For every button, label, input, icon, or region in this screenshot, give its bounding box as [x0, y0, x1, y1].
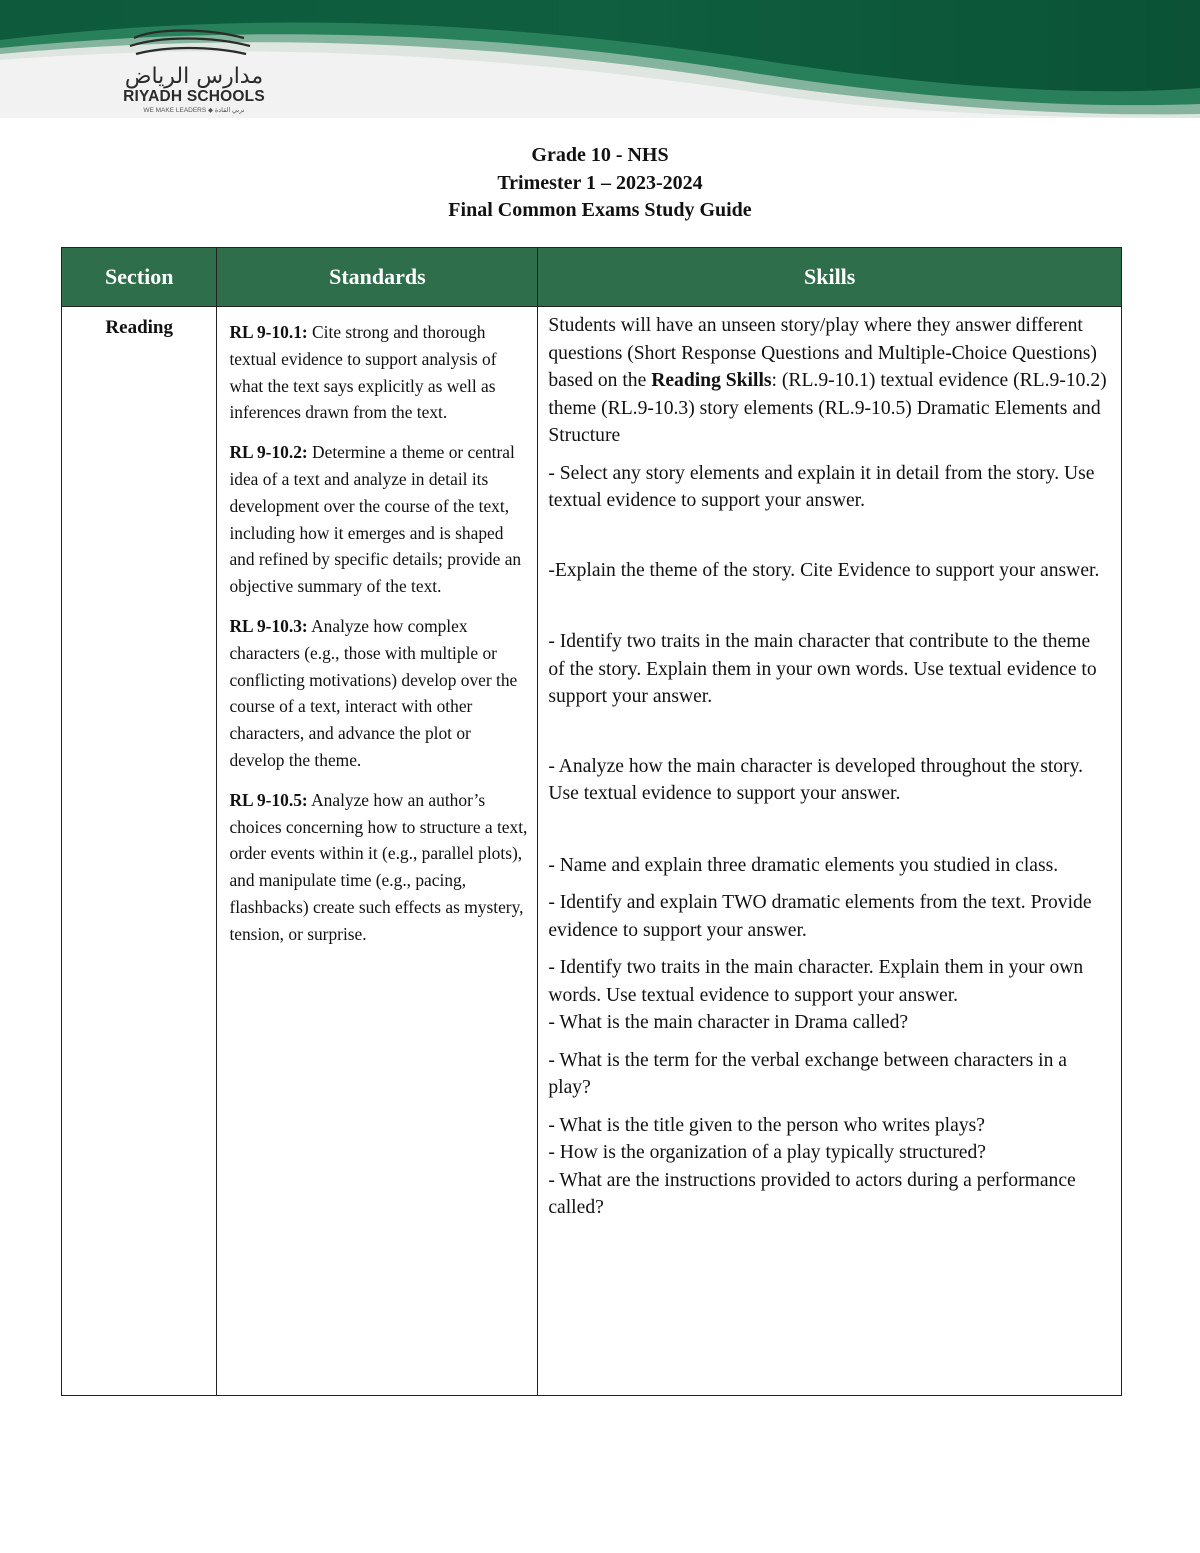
logo-tagline: WE MAKE LEADERS ◆ نربي القادة	[143, 107, 245, 114]
logo-arabic-text: مدارس الرياض	[124, 64, 264, 89]
standard-item	[229, 439, 529, 600]
skill-item: - Analyze how the main character is developed throughout the story. Use textual evidence to support your answer.	[548, 755, 1084, 804]
skill-item: - Select any story elements and explain it in detail from the story. Use textual evidence to support your answer.	[548, 462, 1095, 511]
skill-item: - Identify and explain TWO dramatic elements from the text. Provide evidence to support your answer.	[548, 892, 1092, 941]
skill-item: - What is the term for the verbal exchange between characters in a play?	[548, 1049, 1067, 1098]
standard-text: Cite strong and thorough textual evidence to support analysis of what the text says explicitly as well as inferences drawn from the text.	[229, 322, 497, 423]
skill-item: - Identify two traits in the main character. Explain them in your own words. Use textual evidence to support your answer.	[548, 957, 1084, 1006]
header-skills: Skills	[538, 248, 1122, 307]
skill-item: - What is the main character in Drama called?	[548, 1012, 909, 1033]
skill-item: -Explain the theme of the story. Cite Evidence to support your answer.	[548, 559, 1100, 581]
study-guide-table	[61, 247, 1122, 1396]
skills-intro: Students will have an unseen story/play where they answer different questions (Short Response Questions and Multiple-Choice Questions) based on the Reading Skills: (RL.9-10.1) textual evidence (RL.9-10.2) theme (RL.9-10.3) story elements (RL.9-10.5) Dramatic Elements and Structure	[548, 315, 1107, 446]
school-logo	[108, 28, 278, 118]
skill-item: - Identify two traits in the main character that contribute to the theme of the story. Explain them in your own words. Use textual evidence to support your answer.	[548, 631, 1097, 707]
header-banner	[0, 0, 1200, 118]
skill-item: - What is the title given to the person who writes plays?	[548, 1114, 985, 1136]
standard-code: RL 9-10.2:	[229, 442, 308, 463]
standard-item	[229, 787, 529, 948]
logo-swoosh-icon	[126, 28, 256, 62]
standard-item	[229, 319, 529, 426]
reading-skills-label: Reading Skills	[651, 370, 772, 391]
standard-text: Analyze how complex characters (e.g., those with multiple or conflicting motivations) develop over the course of a text, interact with other characters, and advance the plot or develop the theme.	[229, 615, 518, 770]
standard-code: RL 9-10.1:	[229, 322, 308, 342]
skills-cell	[538, 307, 1122, 1396]
table-row	[62, 307, 1122, 1396]
section-cell	[62, 307, 217, 1396]
standard-code: RL 9-10.5:	[229, 789, 308, 810]
title-trimester: Trimester 1 – 2023-2024	[497, 171, 703, 194]
standard-code: RL 9-10.3:	[229, 615, 308, 636]
standard-item	[229, 613, 529, 774]
standards-cell	[217, 307, 538, 1396]
table-header-row	[62, 248, 1122, 307]
section-label: Reading	[105, 317, 173, 338]
title-grade: Grade 10 - NHS	[531, 144, 669, 166]
header-standards: Standards	[217, 248, 538, 307]
header-section: Section	[62, 248, 217, 307]
standard-text: Analyze how an author’s choices concerning how to structure a text, order events within it (e.g., parallel plots), and manipulate time (e.g., pacing, flashbacks) create such effects as mystery, tension, or surprise.	[229, 789, 528, 944]
skill-item: - How is the organization of a play typically structured?	[548, 1142, 986, 1163]
logo-english-text: RIYADH SCHOOLS	[123, 88, 265, 105]
title-guide: Final Common Exams Study Guide	[448, 199, 752, 221]
standard-text: Determine a theme or central idea of a text and analyze in detail its development over the course of the text, including how it emerges and is shaped and refined by specific details; provide an objective summary of the text.	[229, 442, 522, 597]
skill-item: - Name and explain three dramatic elements you studied in class.	[548, 854, 1059, 876]
document-title-block	[0, 142, 1200, 225]
skill-item: - What are the instructions provided to actors during a performance called?	[548, 1169, 1076, 1218]
